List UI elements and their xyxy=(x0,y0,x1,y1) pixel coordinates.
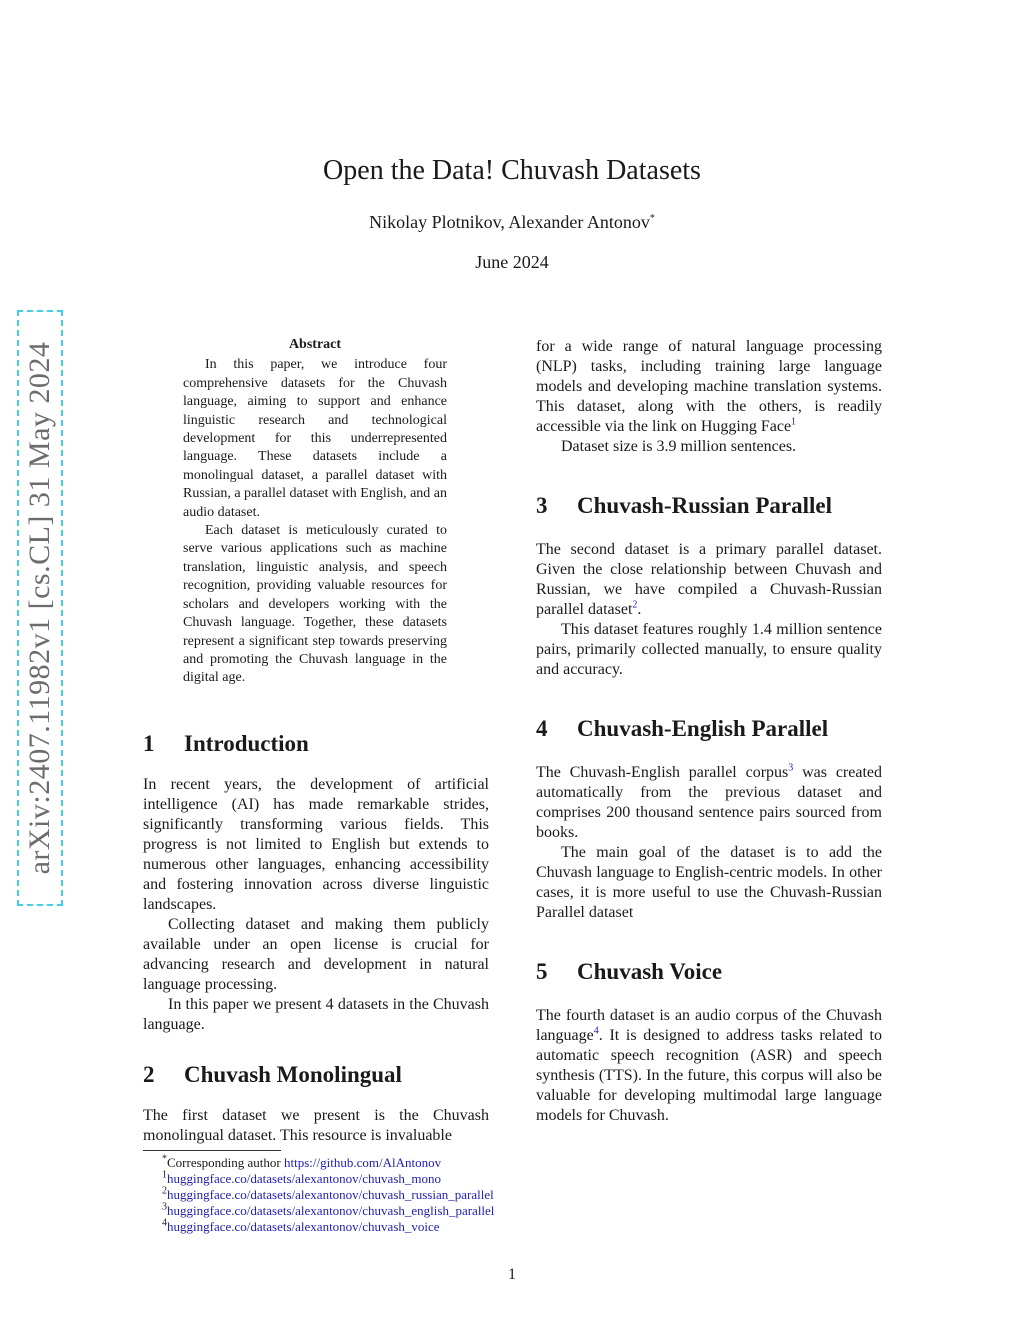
paragraph: The first dataset we present is the Chuvash monolingual dataset. This resource is invaluable xyxy=(143,1107,489,1144)
footnote-mark: 2 xyxy=(162,1185,167,1197)
footnote-mark: 4 xyxy=(162,1217,167,1229)
section-body-russian-parallel xyxy=(536,540,882,680)
footnote-mark: * xyxy=(162,1153,167,1165)
paragraph-text: was created automatically from the previous dataset and comprises 200 thousand sentence pairs sourced from books. xyxy=(536,764,882,841)
footnote-4 xyxy=(162,1219,440,1235)
footnote-link-voice[interactable]: huggingface.co/datasets/alexantonov/chuvash_voice xyxy=(167,1219,440,1234)
corresponding-author-mark: * xyxy=(649,213,655,224)
section-heading-voice xyxy=(536,959,722,985)
section-number: 4 xyxy=(536,716,548,741)
section-heading-russian-parallel xyxy=(536,493,832,519)
abstract-heading: Abstract xyxy=(288,337,342,352)
footnote-mark: 3 xyxy=(162,1201,167,1213)
paragraph-text: for a wide range of natural language processing (NLP) tasks, including training large language models and developing machine translation systems. This dataset, along with the others, is readily accessible via the link on Hugging Face xyxy=(536,338,882,435)
section-title: Chuvash-Russian Parallel xyxy=(577,493,832,518)
arxiv-stamp-text: arXiv:2407.11982v1 [cs.CL] 31 May 2024 xyxy=(23,341,56,875)
paragraph: Dataset size is 3.9 million sentences. xyxy=(561,438,797,455)
paper-title: Open the Data! Chuvash Datasets xyxy=(323,155,701,186)
footnote-link-russian-parallel[interactable]: huggingface.co/datasets/alexantonov/chuvash_russian_parallel xyxy=(167,1187,494,1202)
footnote-link-english-parallel[interactable]: huggingface.co/datasets/alexantonov/chuvash_english_parallel xyxy=(167,1203,495,1218)
paragraph-text: The Chuvash-English parallel corpus xyxy=(536,764,789,781)
paragraph: In recent years, the development of artificial intelligence (AI) has made remarkable strides, significantly transforming various fields. This progress is not limited to English but extends to numerous other languages, enhancing accessibility and fostering innovation across diverse linguistic landscapes. xyxy=(143,776,489,913)
abstract xyxy=(183,336,447,688)
section-body-monolingual-continued xyxy=(536,337,882,457)
section-body-voice xyxy=(536,1006,882,1126)
paragraph: This dataset features roughly 1.4 million sentence pairs, primarily collected manually, to ensure quality and accuracy. xyxy=(536,621,882,678)
section-body-introduction xyxy=(143,775,489,1035)
section-number: 2 xyxy=(143,1062,155,1087)
footnote-ref-1[interactable]: 1 xyxy=(791,416,797,428)
github-link[interactable]: https://github.com/AlAntonov xyxy=(283,1155,442,1170)
section-heading-english-parallel xyxy=(536,716,828,742)
footnote-link-mono[interactable]: huggingface.co/datasets/alexantonov/chuvash_mono xyxy=(167,1171,442,1186)
paragraph: The main goal of the dataset is to add the Chuvash language to English-centric models. In other cases, it is more useful to use the Chuvash-Russian Parallel dataset xyxy=(536,844,882,921)
paragraph-text: The second dataset is a primary parallel dataset. Given the close relationship between Chuvash and Russian, we have compiled a Chuvash-Russian parallel dataset xyxy=(536,541,882,618)
footnote-1 xyxy=(162,1171,441,1187)
author-names: Nikolay Plotnikov, Alexander Antonov xyxy=(369,212,650,232)
page-number: 1 xyxy=(508,1266,516,1283)
section-title: Chuvash-English Parallel xyxy=(577,716,829,741)
section-heading-monolingual xyxy=(143,1062,402,1088)
section-body-monolingual xyxy=(143,1106,489,1146)
section-number: 3 xyxy=(536,493,548,518)
section-heading-introduction xyxy=(143,731,309,757)
paper-authors xyxy=(0,212,1024,233)
paragraph: In this paper we present 4 datasets in the Chuvash language. xyxy=(143,996,489,1033)
paragraph xyxy=(536,763,882,843)
footnote-ref-3[interactable]: 3 xyxy=(788,762,794,774)
abstract-paragraph: Each dataset is meticulously curated to serve various applications such as machine translation, linguistic analysis, and speech recognition, providing valuable resources for scholars and developers working with the Chuvash language. Together, these datasets represent a significant step towards preserving and promoting the Chuvash language in the digital age. xyxy=(183,523,447,686)
footnote-text: Corresponding author xyxy=(167,1155,284,1170)
paragraph-text: The fourth dataset is an audio corpus of the Chuvash language xyxy=(536,1007,882,1044)
section-body-english-parallel xyxy=(536,763,882,923)
arxiv-stamp[interactable] xyxy=(17,310,63,906)
abstract-paragraph: In this paper, we introduce four comprehensive datasets for the Chuvash language, aiming to support and enhance linguistic research and technological development for this underrepresented language. These datasets include a monolingual dataset, a parallel dataset with Russian, a parallel dataset with English, and an audio dataset. xyxy=(183,357,447,520)
paragraph xyxy=(536,540,882,620)
paragraph xyxy=(536,337,882,437)
section-title: Introduction xyxy=(184,731,309,756)
footnote-ref-4[interactable]: 4 xyxy=(593,1025,599,1037)
section-title: Chuvash Voice xyxy=(577,959,723,984)
paragraph xyxy=(536,1006,882,1126)
footnote-mark: 1 xyxy=(162,1169,167,1181)
footnote-corresponding-author xyxy=(162,1155,441,1171)
paragraph-text: . xyxy=(637,601,642,618)
section-number: 5 xyxy=(536,959,548,984)
footnote-divider xyxy=(143,1150,281,1151)
paragraph-text: . It is designed to address tasks related to automatic speech recognition (ASR) and speech synthesis (TTS). In the future, this corpus will also be valuable for developing multimodal large language models for Chuvash. xyxy=(536,1027,882,1124)
paragraph: Collecting dataset and making them publicly available under an open license is crucial for advancing research and development in natural language processing. xyxy=(143,916,489,993)
paper-date: June 2024 xyxy=(475,252,549,272)
section-title: Chuvash Monolingual xyxy=(184,1062,402,1087)
footnote-2 xyxy=(162,1187,494,1203)
footnote-ref-2[interactable]: 2 xyxy=(632,599,638,611)
footnote-3 xyxy=(162,1203,494,1219)
section-number: 1 xyxy=(143,731,155,756)
